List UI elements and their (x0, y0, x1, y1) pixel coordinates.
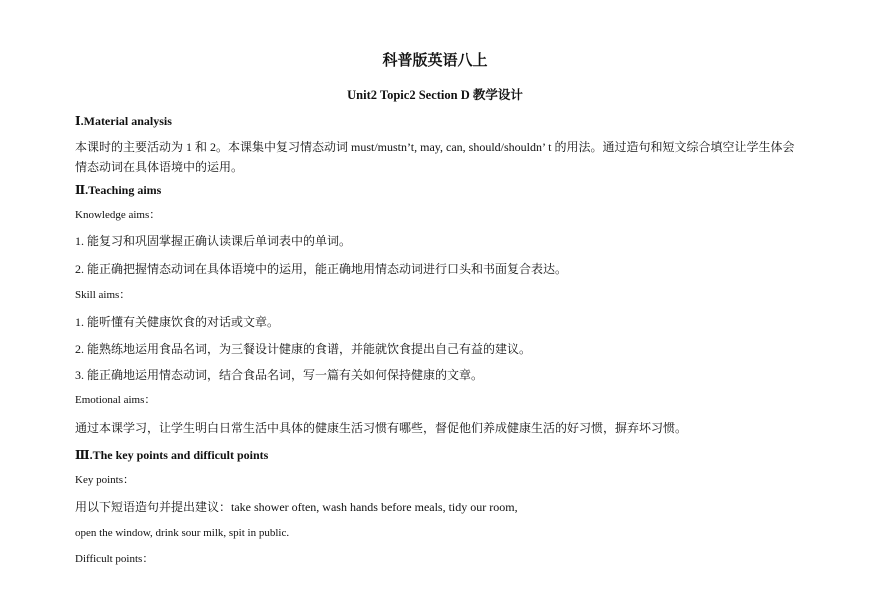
material-analysis-text: 本课时的主要活动为 1 和 2。本课集中复习情态动词 must/mustn’t, may, can, should/shouldn’ t 的用法。通过造句和短文综合填空让学生体会情态动词在具体语境中的运用。 (75, 140, 795, 174)
section-heading-teaching-aims: Ⅱ.Teaching aims (75, 183, 162, 197)
section-heading-key-points: Ⅲ.The key points and difficult points (75, 448, 269, 462)
key-points-label: Key points： (75, 474, 134, 486)
section-heading-material-analysis: Ⅰ.Material analysis (75, 114, 172, 128)
skill-aim-item: 3. 能正确地运用情态动词，结合食品名词，写一篇有关如何保持健康的文章。 (75, 368, 484, 382)
skill-aims-label: Skill aims： (75, 289, 131, 301)
key-points-text: 用以下短语造句并提出建议：take shower often, wash hands before meals, tidy our room, (75, 500, 518, 514)
key-points-text-continued: open the window, drink sour milk, spit in public. (75, 527, 290, 539)
knowledge-aim-item: 1. 能复习和巩固掌握正确认读课后单词表中的单词。 (75, 234, 352, 248)
difficult-points-label: Difficult points： (75, 553, 154, 565)
emotional-aims-text: 通过本课学习，让学生明白日常生活中具体的健康生活习惯有哪些，督促他们养成健康生活的好习惯，摒弃坏习惯。 (75, 421, 688, 435)
knowledge-aims-label: Knowledge aims： (75, 209, 161, 221)
document-subtitle: Unit2 Topic2 Section D 教学设计 (347, 88, 523, 102)
document-title: 科普版英语八上 (382, 51, 488, 69)
emotional-aims-label: Emotional aims： (75, 394, 156, 406)
skill-aim-item: 1. 能听懂有关健康饮食的对话或文章。 (75, 315, 280, 329)
knowledge-aim-item: 2. 能正确把握情态动词在具体语境中的运用，能正确地用情态动词进行口头和书面复合表达。 (75, 262, 568, 276)
skill-aim-item: 2. 能熟练地运用食品名词，为三餐设计健康的食谱，并能就饮食提出自己有益的建议。 (75, 342, 532, 356)
